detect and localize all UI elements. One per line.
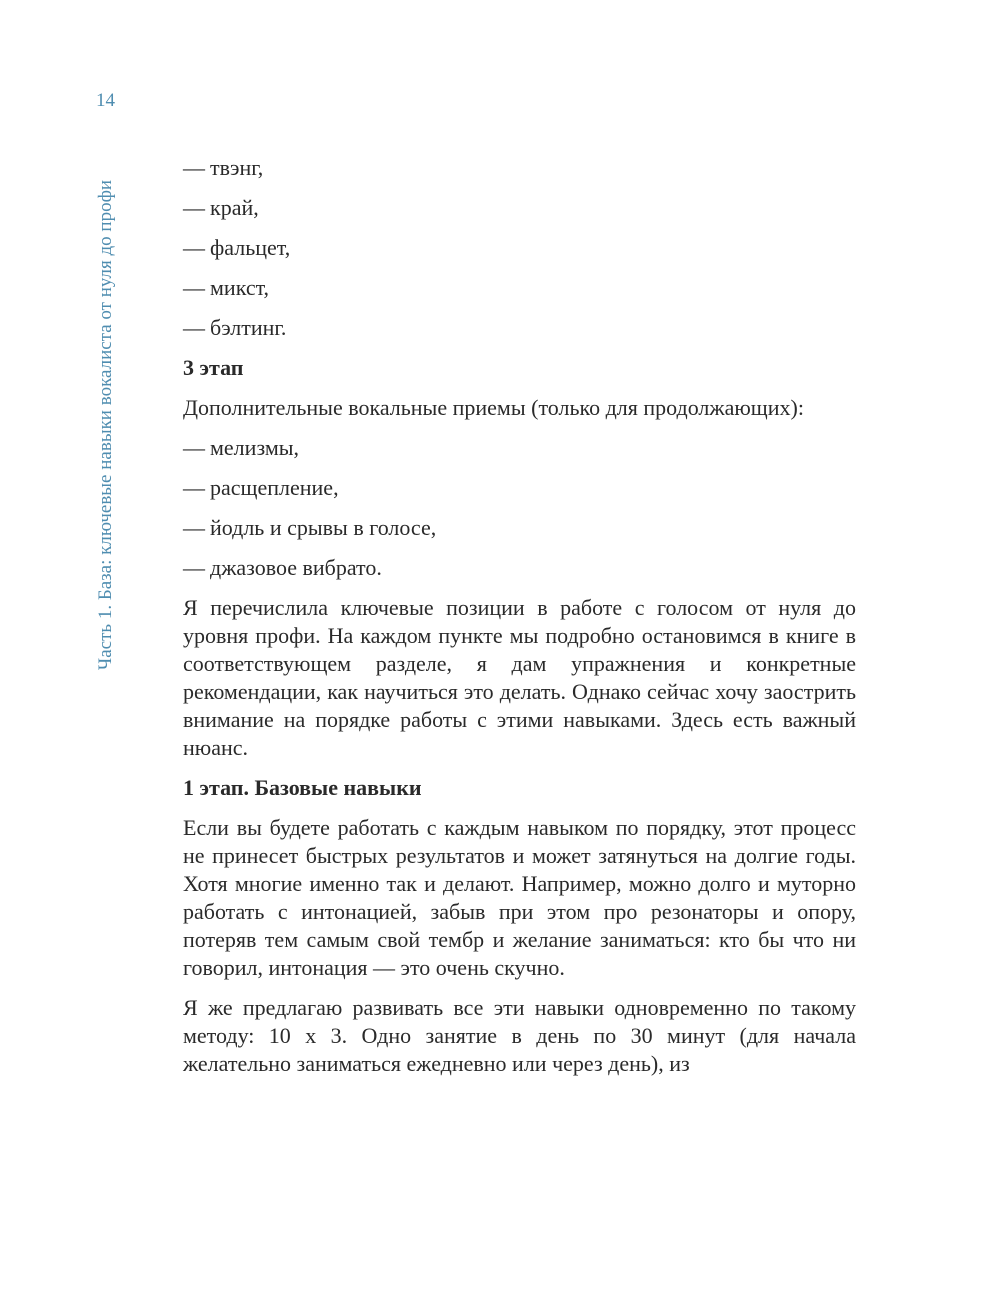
stage1-heading: 1 этап. Базовые навыки [183,775,422,800]
paragraph: Я же предлагаю развивать все эти навыки одновременно по такому методу: 10 х 3. Одно занятие в день по 30 минут (для начала желательно заниматься ежедневно или через день), из [183,995,856,1076]
list-item-text: край, [210,195,259,220]
paragraph: Я перечислила ключевые позиции в работе с голосом от нуля до уровня профи. На каждом пункте мы подробно остановимся в книге в соответствующем разделе, я дам упражнения и конкретные рекомендации, как научиться это делать. Однако сейчас хочу заострить внимание на порядке работы с этими навыками. Здесь есть важный нюанс. [183,595,856,760]
list-item-text: бэлтинг. [210,315,287,340]
list-item [183,434,856,462]
list-dash: — [183,515,205,540]
list-dash: — [183,315,205,340]
list-item [183,474,856,502]
page-content [183,154,856,1090]
list-item [183,154,856,182]
paragraph: Если вы будете работать с каждым навыком по порядку, этот процесс не принесет быстрых результатов и может затянуться на долгие годы. Хотя многие именно так и делают. Например, можно долго и муторно работать с интонацией, забыв при этом про резонаторы и опору, потеряв тем самым свой тембр и желание заниматься: кто бы что ни говорил, интонация — это очень скучно. [183,815,856,980]
stage3-intro: Дополнительные вокальные приемы (только для продолжающих): [183,395,804,420]
list-item [183,274,856,302]
list-item-text: йодль и срывы в голосе, [210,515,437,540]
list-item-text: джазовое вибрато. [210,555,382,580]
list-dash: — [183,475,205,500]
list-dash: — [183,235,205,260]
list-dash: — [183,195,205,220]
list-item [183,194,856,222]
list-item-text: микст, [210,275,270,300]
page-number: 14 [96,90,115,111]
running-head: Часть 1. База: ключевые навыки вокалиста от нуля до профи [95,179,116,671]
list-item [183,554,856,582]
list-item-text: мелизмы, [210,435,300,460]
list-item-text: твэнг, [210,155,264,180]
list-dash: — [183,435,205,460]
list-item-text: расщепление, [210,475,339,500]
list-dash: — [183,275,205,300]
stage3-heading: 3 этап [183,355,244,380]
list-dash: — [183,555,205,580]
list-item [183,234,856,262]
list-item-text: фальцет, [210,235,291,260]
list-item [183,514,856,542]
list-item [183,314,856,342]
list-dash: — [183,155,205,180]
